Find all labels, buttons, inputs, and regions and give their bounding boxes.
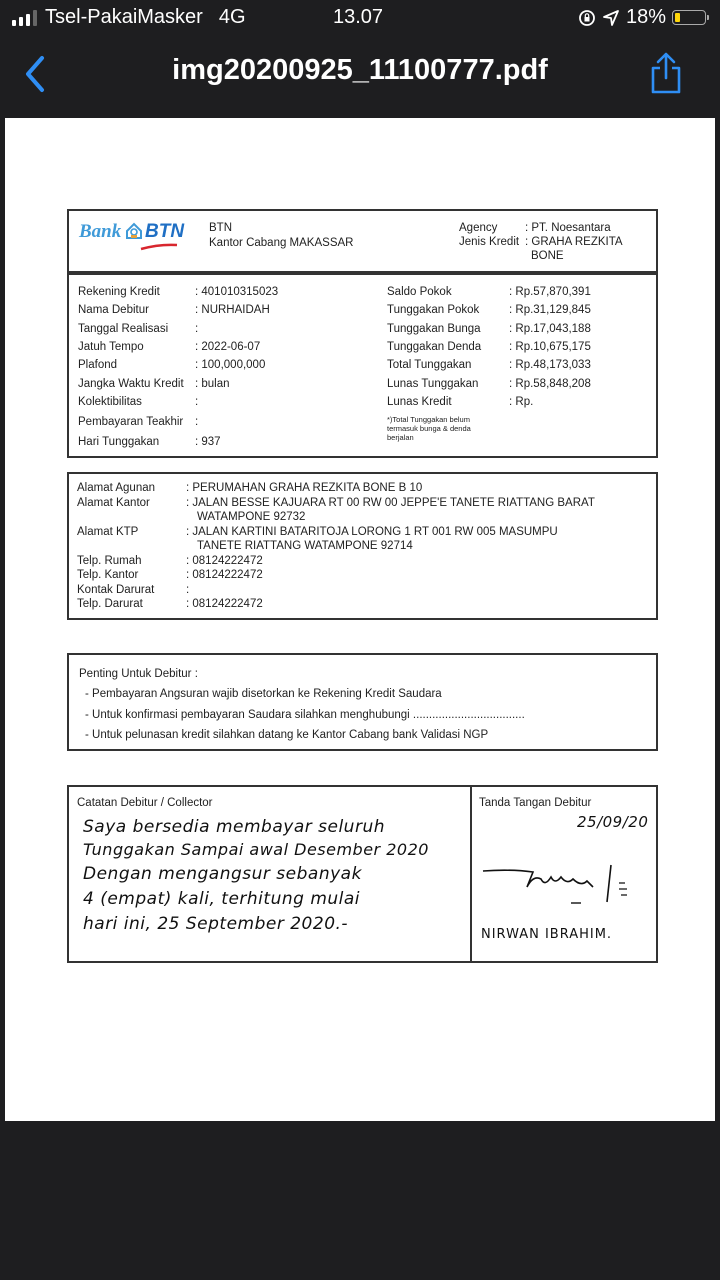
- notes-title: Catatan Debitur / Collector: [77, 797, 213, 809]
- address-field-value: : JALAN KARTINI BATARITOJA LORONG 1 RT 001 RW 005 MASUMPU: [186, 525, 558, 538]
- footnote: *)Total Tunggakan belum: [387, 415, 470, 424]
- loan-field-label: Hari Tunggakan: [78, 436, 160, 449]
- notes-signature-box: [67, 785, 658, 963]
- address-field-label: Kontak Darurat: [77, 583, 155, 596]
- status-bar: [0, 0, 720, 36]
- address-field-label: Telp. Darurat: [77, 598, 143, 610]
- address-field-label: Alamat Kantor: [77, 496, 150, 509]
- address-field-label: Telp. Kantor: [77, 569, 139, 581]
- handwritten-note-line: hari ini, 25 September 2020.-: [83, 914, 349, 934]
- logo-swoosh: [139, 243, 179, 251]
- jenis-kredit-label: Jenis Kredit: [459, 236, 520, 248]
- balance-field-value: : Rp.57,870,391: [509, 286, 591, 298]
- column-divider: [470, 787, 472, 961]
- loan-field-label: Plafond: [78, 359, 118, 372]
- loan-field-label: Rekening Kredit: [78, 286, 160, 298]
- loan-field-value: : 401010315023: [195, 286, 279, 298]
- loan-field-value: : NURHAIDAH: [195, 304, 270, 317]
- signal-icon: [12, 10, 37, 26]
- balance-field-value: : Rp.17,043,188: [509, 322, 591, 335]
- location-icon: [602, 9, 620, 27]
- agency-value: : PT. Noesantara: [525, 222, 611, 234]
- loan-field-value: :: [195, 322, 199, 335]
- handwritten-note-line: Tunggakan Sampai awal Desember 2020: [83, 840, 429, 859]
- address-field-value: : 08124222472: [186, 598, 263, 610]
- important-item: - Untuk konfirmasi pembayaran Saudara silahkan menghubungi ...................................: [85, 709, 525, 721]
- house-logo-icon: [125, 222, 143, 240]
- balance-field-label: Lunas Kredit: [387, 395, 452, 408]
- footnote: berjalan: [387, 433, 414, 442]
- important-notes-box: [67, 653, 658, 751]
- balance-field-label: Tunggakan Pokok: [387, 304, 480, 317]
- pdf-page[interactable]: [5, 118, 715, 1121]
- balance-field-value: : Rp.: [509, 395, 534, 408]
- balance-field-label: Saldo Pokok: [387, 286, 452, 298]
- loan-field-value: : 937: [195, 436, 221, 449]
- clock: 13.07: [333, 6, 384, 28]
- address-field-value-cont: TANETE RIATTANG WATAMPONE 92714: [197, 540, 413, 552]
- balance-field-value: : Rp.31,129,845: [509, 304, 591, 317]
- address-field-value: : 08124222472: [186, 569, 263, 581]
- jenis-kredit-value-cont: BONE: [531, 250, 564, 262]
- loan-field-value: : bulan: [195, 377, 230, 390]
- loan-field-label: Jatuh Tempo: [78, 340, 144, 353]
- balance-field-label: Lunas Tunggakan: [387, 377, 479, 390]
- carrier-name: Tsel-PakaiMasker: [45, 6, 203, 28]
- balance-field-value: : Rp.58,848,208: [509, 377, 591, 390]
- important-item: - Pembayaran Angsuran wajib disetorkan ke Rekening Kredit Saudara: [85, 688, 442, 700]
- orientation-lock-icon: [578, 9, 596, 27]
- address-field-value: : 08124222472: [186, 554, 263, 567]
- handwritten-note-line: Dengan mengangsur sebanyak: [83, 864, 362, 884]
- signature-mark: [481, 857, 651, 907]
- address-field-value-cont: WATAMPONE 92732: [197, 511, 306, 523]
- handwritten-note-line: 4 (empat) kali, terhitung mulai: [83, 889, 361, 909]
- handwritten-note-line: Saya bersedia membayar seluruh: [83, 817, 385, 837]
- loan-field-value: : 100,000,000: [195, 359, 266, 372]
- address-field-label: Alamat Agunan: [77, 482, 156, 494]
- agency-label: Agency: [459, 222, 498, 234]
- address-field-value: : PERUMAHAN GRAHA REZKITA BONE B 10: [186, 482, 423, 494]
- loan-info-box: [67, 273, 658, 458]
- signer-name: NIRWAN IBRAHIM.: [481, 927, 613, 942]
- address-box: [67, 472, 658, 620]
- logo-text-btn: BTN: [145, 221, 185, 242]
- navigation-bar: [0, 40, 720, 110]
- logo-text-bank: Bank: [79, 221, 122, 242]
- loan-field-label: Kolektibilitas: [78, 395, 142, 408]
- battery-icon: [672, 10, 706, 25]
- bank-header-box: [67, 209, 658, 273]
- bank-name: BTN: [209, 222, 232, 234]
- address-field-label: Alamat KTP: [77, 525, 139, 538]
- loan-field-label: Tanggal Realisasi: [78, 322, 169, 335]
- loan-field-value: :: [195, 416, 199, 429]
- branch-name: Kantor Cabang MAKASSAR: [209, 237, 354, 249]
- share-icon: [648, 50, 684, 96]
- balance-field-label: Tunggakan Denda: [387, 340, 482, 353]
- loan-field-value: : 2022-06-07: [195, 340, 261, 353]
- important-title: Penting Untuk Debitur :: [79, 668, 198, 680]
- document-title: img20200925_11100777.pdf: [172, 54, 548, 86]
- balance-field-label: Total Tunggakan: [387, 359, 472, 372]
- balance-field-value: : Rp.10,675,175: [509, 340, 591, 353]
- share-button[interactable]: [648, 50, 684, 96]
- signature-title: Tanda Tangan Debitur: [479, 797, 592, 809]
- loan-field-value: :: [195, 395, 199, 408]
- bank-btn-logo: [79, 219, 185, 253]
- address-field-label: Telp. Rumah: [77, 554, 142, 567]
- signature-date: 25/09/20: [577, 813, 649, 831]
- loan-field-label: Nama Debitur: [78, 304, 149, 317]
- footnote: termasuk bunga & denda: [387, 424, 471, 433]
- jenis-kredit-value: : GRAHA REZKITA: [525, 236, 623, 248]
- important-item: - Untuk pelunasan kredit silahkan datang ke Kantor Cabang bank Validasi NGP: [85, 729, 489, 741]
- loan-field-label: Jangka Waktu Kredit: [78, 377, 184, 390]
- address-field-value: : JALAN BESSE KAJUARA RT 00 RW 00 JEPPE'E TANETE RIATTANG BARAT: [186, 496, 595, 509]
- loan-field-label: Pembayaran Teakhir: [78, 416, 184, 429]
- address-field-value: :: [186, 583, 190, 596]
- battery-percent: 18%: [625, 6, 666, 28]
- balance-field-label: Tunggakan Bunga: [387, 322, 481, 335]
- balance-field-value: : Rp.48,173,033: [509, 359, 591, 372]
- network-type: 4G: [218, 6, 246, 28]
